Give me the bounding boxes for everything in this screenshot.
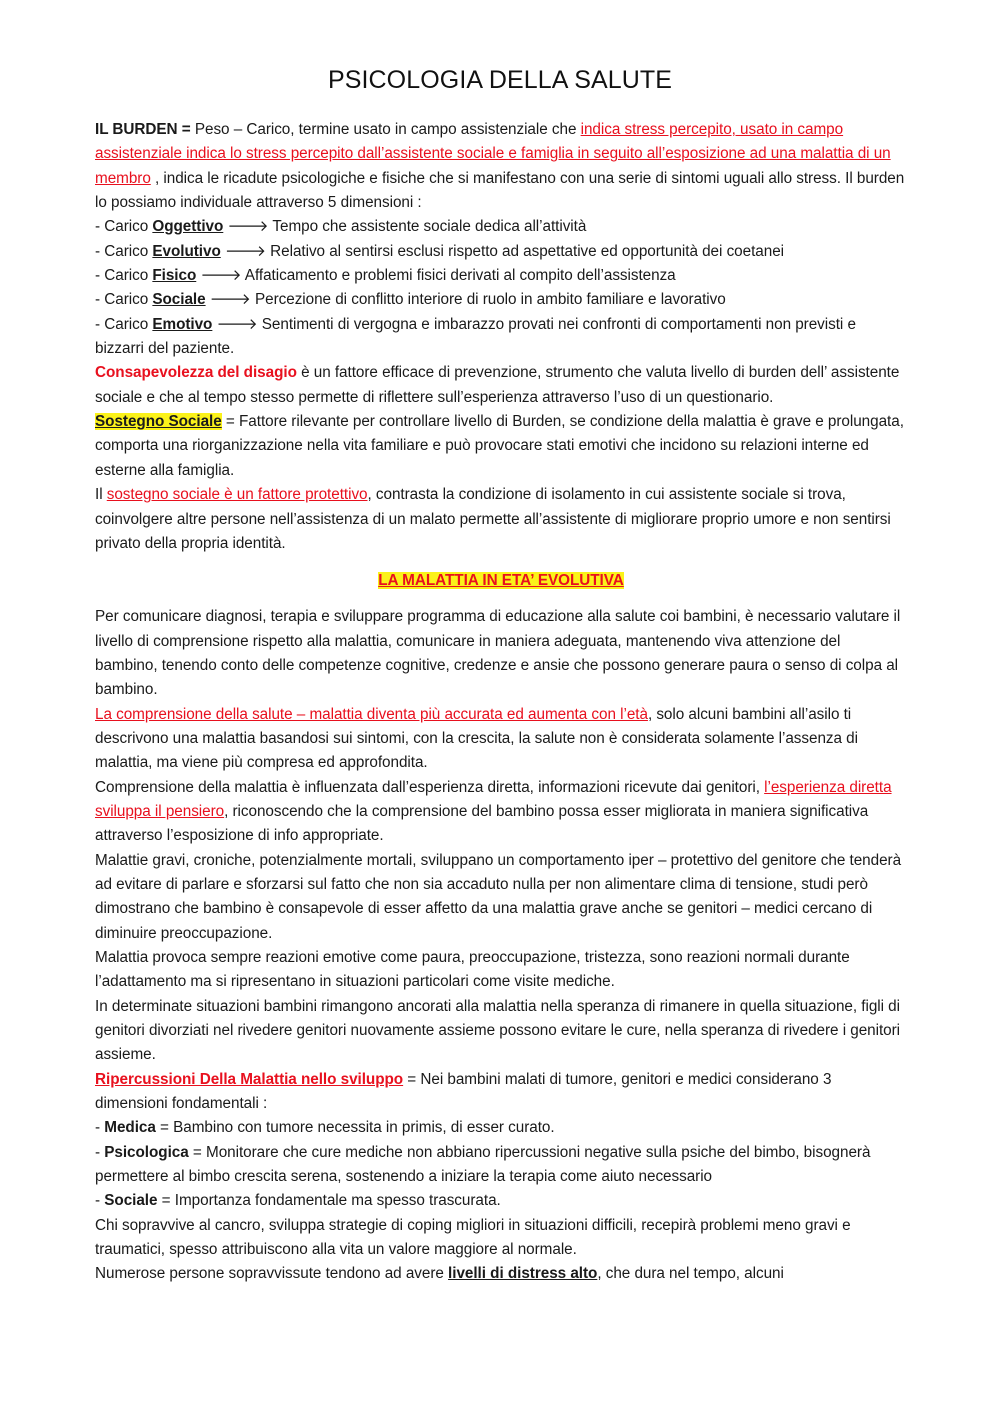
- distress-paragraph: [95, 1262, 907, 1286]
- protettivo-text-1: Il: [95, 486, 107, 504]
- distress-bold: livelli di distress alto: [448, 1265, 598, 1283]
- document-body: [95, 118, 907, 1287]
- burden-paragraph: [95, 118, 907, 215]
- protettivo-red-link: sostegno sociale è un fattore protettivo: [106, 486, 368, 504]
- sostegno-text: = Fattore rilevante per controllare livello di Burden, se condizione della malattia è grave e prolungata, comporta una riorganizzazione nella vita familiare e può provocare stati emotivi che incidono su relazioni interne ed esterne alla famiglia.: [95, 413, 904, 479]
- sostegno-label: Sostegno Sociale: [95, 413, 222, 431]
- consapevolezza-text: è un fattore efficace di prevenzione, strumento che valuta livello di burden dell’ assistente sociale e che al tempo stesso permette di riflettere sull’esperienza attraverso l’uso di un questionario.: [95, 364, 900, 406]
- comprensione-red-link: La comprensione della salute – malattia diventa più accurata ed aumenta con l’età: [95, 705, 648, 723]
- comunicare-paragraph: Per comunicare diagnosi, terapia e sviluppare programma di educazione alla salute coi bambini, è necessario valutare il livello di comprensione rispetto alla malattia, comunicare in maniera adeguata, mantenendo viva attenzione del bambino, tenendo conto delle competenze cognitive, credenze e ansie che possono generare paura o senso di colpa al bambino.: [95, 608, 901, 699]
- consapevolezza-label: Consapevolezza del disagio: [95, 364, 297, 382]
- dimension-item: [95, 240, 907, 264]
- dimension-item: [95, 264, 907, 288]
- item-prefix: -: [95, 1119, 105, 1137]
- item-text: = Importanza fondamentale ma spesso trascurata.: [157, 1192, 501, 1210]
- ripercussioni-item: [95, 1189, 907, 1213]
- dimension-prefix: - Carico: [95, 315, 153, 333]
- sopravvive-paragraph: Chi sopravvive al cancro, sviluppa strategie di coping migliori in situazioni difficili, recepirà problemi meno gravi e traumatici, spesso attribuiscono alla vita un valore maggiore al normale.: [95, 1216, 851, 1259]
- esperienza-paragraph: [95, 776, 907, 849]
- sostegno-paragraph: [95, 410, 907, 483]
- arrow-icon: 🡒: [209, 291, 251, 309]
- page-title: PSICOLOGIA DELLA SALUTE: [327, 66, 673, 94]
- dimension-prefix: - Carico: [95, 218, 153, 236]
- reazioni-paragraph: Malattia provoca sempre reazioni emotive come paura, preoccupazione, tristezza, sono reazioni normali durante l’adattamento ma si ripresentano in situazioni particolari come visite mediche.: [95, 949, 850, 991]
- arrow-icon: 🡒: [224, 242, 266, 260]
- protettivo-text-2: , contrasta la condizione di isolamento in cui assistente sociale si trova, coinvolgere altre persone nell’assistenza di un malato permette all’assistente di migliorare proprio umore e non sentirsi privato della propria identità.: [95, 486, 891, 552]
- dimension-name: Evolutivo: [152, 242, 221, 260]
- ripercussioni-item: [95, 1116, 907, 1140]
- dimension-item: [95, 313, 907, 362]
- dimension-prefix: - Carico: [95, 267, 153, 285]
- ripercussioni-text: = Nei bambini malati di tumore, genitori e medici considerano 3 dimensioni fondamentali :: [95, 1070, 832, 1113]
- item-name: Sociale: [104, 1192, 158, 1210]
- dimension-text: Affaticamento e problemi fisici derivati al compito dell’assistenza: [241, 267, 676, 285]
- esperienza-red-link: l’esperienza diretta sviluppa il pensiero: [95, 778, 892, 820]
- ancorati-paragraph: In determinate situazioni bambini rimangono ancorati alla malattia nella speranza di rimanere in quella situazione, figli di genitori divorziati nel rivedere genitori nuovamente assieme possono evitare le cure, nella speranza di rivedere i genitori assieme.: [95, 997, 901, 1064]
- item-name: Psicologica: [104, 1143, 189, 1161]
- esperienza-text-1: Comprensione della malattia è influenzata dall’esperienza diretta, informazioni ricevute dai genitori,: [95, 778, 765, 796]
- dimension-name: Sociale: [152, 291, 206, 309]
- section-heading: [95, 570, 907, 592]
- dimension-prefix: - Carico: [95, 242, 153, 260]
- distress-text-2: , che dura nel tempo, alcuni: [597, 1265, 784, 1283]
- protettivo-paragraph: [95, 483, 907, 556]
- dimension-item: [95, 215, 907, 239]
- item-text: = Monitorare che cure mediche non abbiano ripercussioni negative sulla psiche del bimbo, bisognerà permettere al bimbo crescita serena, sostenendo a iniziare la terapia come aiuto necessario: [95, 1143, 871, 1186]
- item-prefix: -: [95, 1192, 105, 1210]
- item-text: = Bambino con tumore necessita in primis, di esser curato.: [155, 1119, 555, 1137]
- dimension-text: Relativo al sentirsi esclusi rispetto ad aspettative ed opportunità dei coetanei: [265, 242, 785, 260]
- arrow-icon: 🡒: [227, 218, 269, 236]
- burden-text-2: , indica le ricadute psicologiche e fisiche che si manifestano con una serie di sintomi uguali allo stress. Il burden lo possiamo individuale attraverso 5 dimensioni :: [95, 169, 905, 212]
- ripercussioni-item: [95, 1141, 907, 1190]
- section-heading-text: LA MALATTIA IN ETA’ EVOLUTIVA: [378, 572, 624, 590]
- dimension-name: Emotivo: [152, 315, 213, 333]
- arrow-icon: 🡒: [200, 267, 242, 285]
- arrow-icon: 🡒: [216, 315, 258, 333]
- burden-text-1: Peso – Carico, termine usato in campo assistenziale che: [190, 121, 581, 138]
- dimension-text: Sentimenti di vergogna e imbarazzo provati nei confronti di comportamenti non previsti e bizzarri del paziente.: [95, 315, 856, 358]
- dimension-text: Percezione di conflitto interiore di ruolo in ambito familiare e lavorativo: [250, 291, 726, 309]
- dimension-text: Tempo che assistente sociale dedica all’attività: [268, 218, 587, 236]
- item-name: Medica: [104, 1119, 156, 1137]
- comprensione-text: , solo alcuni bambini all’asilo ti descrivono una malattia basandosi sui sintomi, con la crescita, la salute non è considerata solamente l’assenza di malattia, ma viene più compresa ed approfondita.: [95, 705, 858, 772]
- consapevolezza-paragraph: [95, 361, 907, 410]
- ripercussioni-label: Ripercussioni Della Malattia nello sviluppo: [95, 1070, 404, 1088]
- burden-red-link: indica stress percepito, usato in campo assistenziale indica lo stress percepito dall’assistente sociale e famiglia in seguito all’esposizione ad una malattia di un membro: [95, 121, 891, 187]
- esperienza-text-2: , riconoscendo che la comprensione del bambino possa esser migliorata in maniera significativa attraverso l’esposizione di info appropriate.: [95, 802, 869, 845]
- dimension-name: Oggettivo: [152, 218, 224, 236]
- item-prefix: -: [95, 1143, 105, 1161]
- dimension-name: Fisico: [152, 267, 197, 285]
- dimension-item: [95, 288, 907, 312]
- ripercussioni-paragraph: [95, 1068, 907, 1117]
- dimension-prefix: - Carico: [95, 291, 153, 309]
- distress-text-1: Numerose persone sopravvissute tendono ad avere: [95, 1265, 449, 1283]
- burden-label: IL BURDEN =: [95, 121, 191, 138]
- comprensione-paragraph: [95, 703, 907, 776]
- gravi-paragraph: Malattie gravi, croniche, potenzialmente mortali, sviluppano un comportamento iper – protettivo del genitore che tenderà ad evitare di parlare e sforzarsi sul fatto che non sia accaduto nulla per non alimentare clima di tensione, studi però dimostrano che bambino è consapevole di esser affetto da una malattia grave anche se genitori – medici cercano di diminuire preoccupazione.: [95, 851, 902, 942]
